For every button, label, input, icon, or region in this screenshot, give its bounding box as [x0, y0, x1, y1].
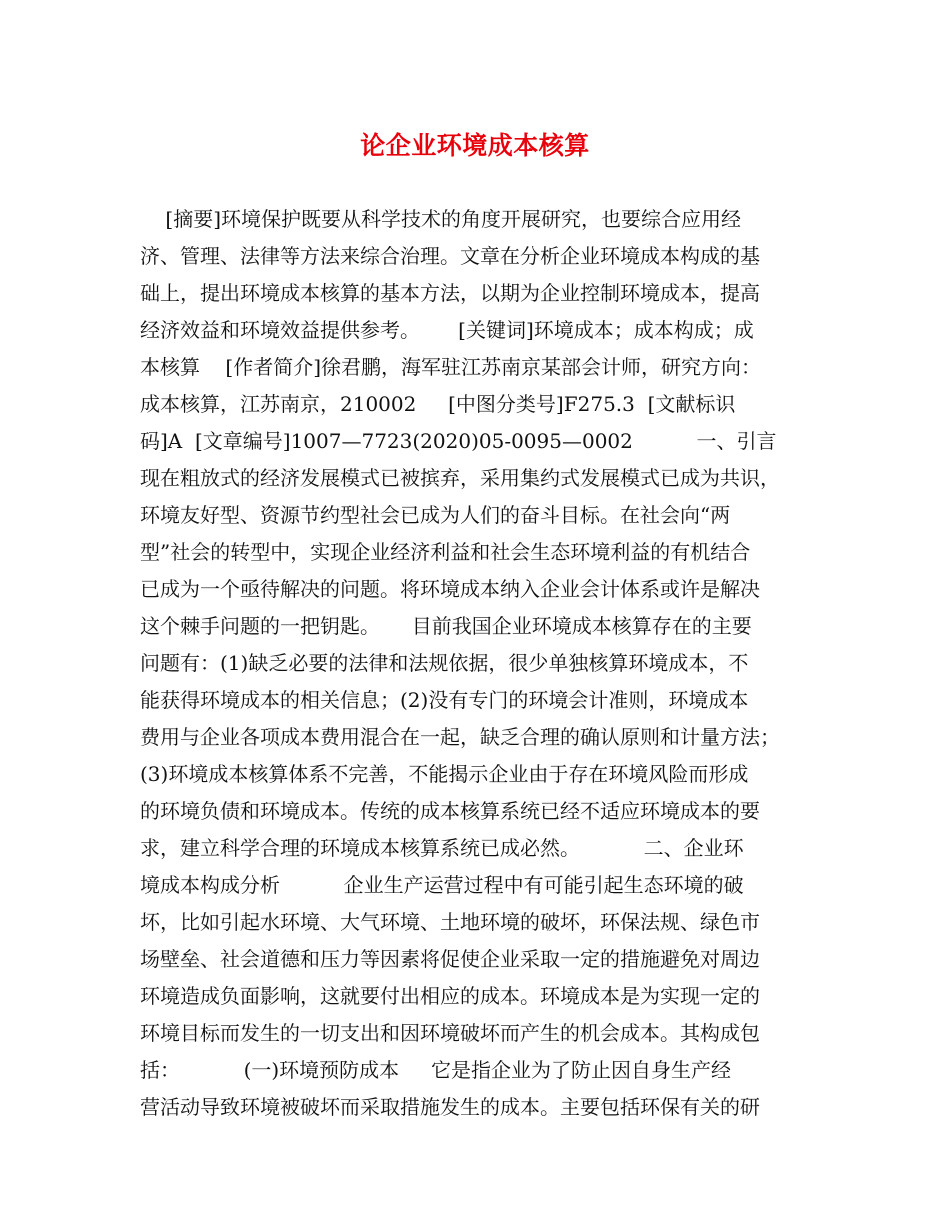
body-line: 境成本构成分析 企业生产运营过程中有可能引起生态环境的破 — [140, 873, 744, 897]
body-line: 坏，比如引起水环境、大气环境、土地环境的破坏，环保法规、绿色市 — [140, 910, 760, 934]
body-line: 这个棘手问题的一把钥匙。 目前我国企业环境成本核算存在的主要 — [140, 614, 752, 638]
body-line: 已成为一个亟待解决的问题。将环境成本纳入企业会计体系或许是解决 — [140, 577, 760, 601]
body-line: 环境造成负面影响，这就要付出相应的成本。环境成本是为实现一定的 — [140, 984, 760, 1008]
body-line: 本核算 [作者简介]徐君鹏，海军驻江苏南京某部会计师，研究方向： — [140, 355, 762, 379]
body-line: 能获得环境成本的相关信息；(2)没有专门的环境会计准则，环境成本 — [140, 688, 749, 712]
document-title: 论企业环境成本核算 — [360, 131, 590, 160]
body-line: 求，建立科学合理的环境成本核算系统已成必然。 二、企业环 — [140, 836, 744, 860]
body-line: 的环境负债和环境成本。传统的成本核算系统已经不适应环境成本的要 — [140, 799, 760, 823]
body-line: 营活动导致环境被破坏而采取措施发生的成本。主要包括环保有关的研 — [140, 1095, 760, 1119]
body-line: [摘要]环境保护既要从科学技术的角度开展研究，也要综合应用经 — [140, 207, 742, 231]
body-line: 础上，提出环境成本核算的基本方法，以期为企业控制环境成本，提高 — [140, 281, 760, 305]
body-line: (3)环境成本核算体系不完善，不能揭示企业由于存在环境风险而形成 — [140, 762, 749, 786]
body-line: 场壁垒、社会道德和压力等因素将促使企业采取一定的措施避免对周边 — [140, 947, 760, 971]
body-line: 环境友好型、资源节约型社会已成为人们的奋斗目标。在社会向“两 — [140, 503, 731, 527]
body-line: 济、管理、法律等方法来综合治理。文章在分析企业环境成本构成的基 — [140, 244, 760, 268]
body-line: 码]A [文章编号]1007—7723(2020)05-0095—0002 一、引言 — [140, 429, 777, 453]
body-line: 经济效益和环境效益提供参考。 [关键词]环境成本；成本构成；成 — [140, 318, 754, 342]
document-body — [140, 201, 815, 1126]
body-line: 费用与企业各项成本费用混合在一起，缺乏合理的确认原则和计量方法； — [140, 725, 780, 749]
body-line: 现在粗放式的经济发展模式已被摈弃，采用集约式发展模式已成为共识， — [140, 466, 780, 490]
body-line: 型”社会的转型中，实现企业经济利益和社会生态环境利益的有机结合 — [140, 540, 751, 564]
body-line: 成本核算，江苏南京，210002 [中图分类号]F275.3 [文献标识 — [140, 392, 736, 416]
body-line: 问题有：(1)缺乏必要的法律和法规依据，很少单独核算环境成本，不 — [140, 651, 749, 675]
body-line: 环境目标而发生的一切支出和因环境破坏而产生的机会成本。其构成包 — [140, 1021, 760, 1045]
body-line: 括： (一)环境预防成本 它是指企业为了防止因自身生产经 — [140, 1058, 731, 1082]
